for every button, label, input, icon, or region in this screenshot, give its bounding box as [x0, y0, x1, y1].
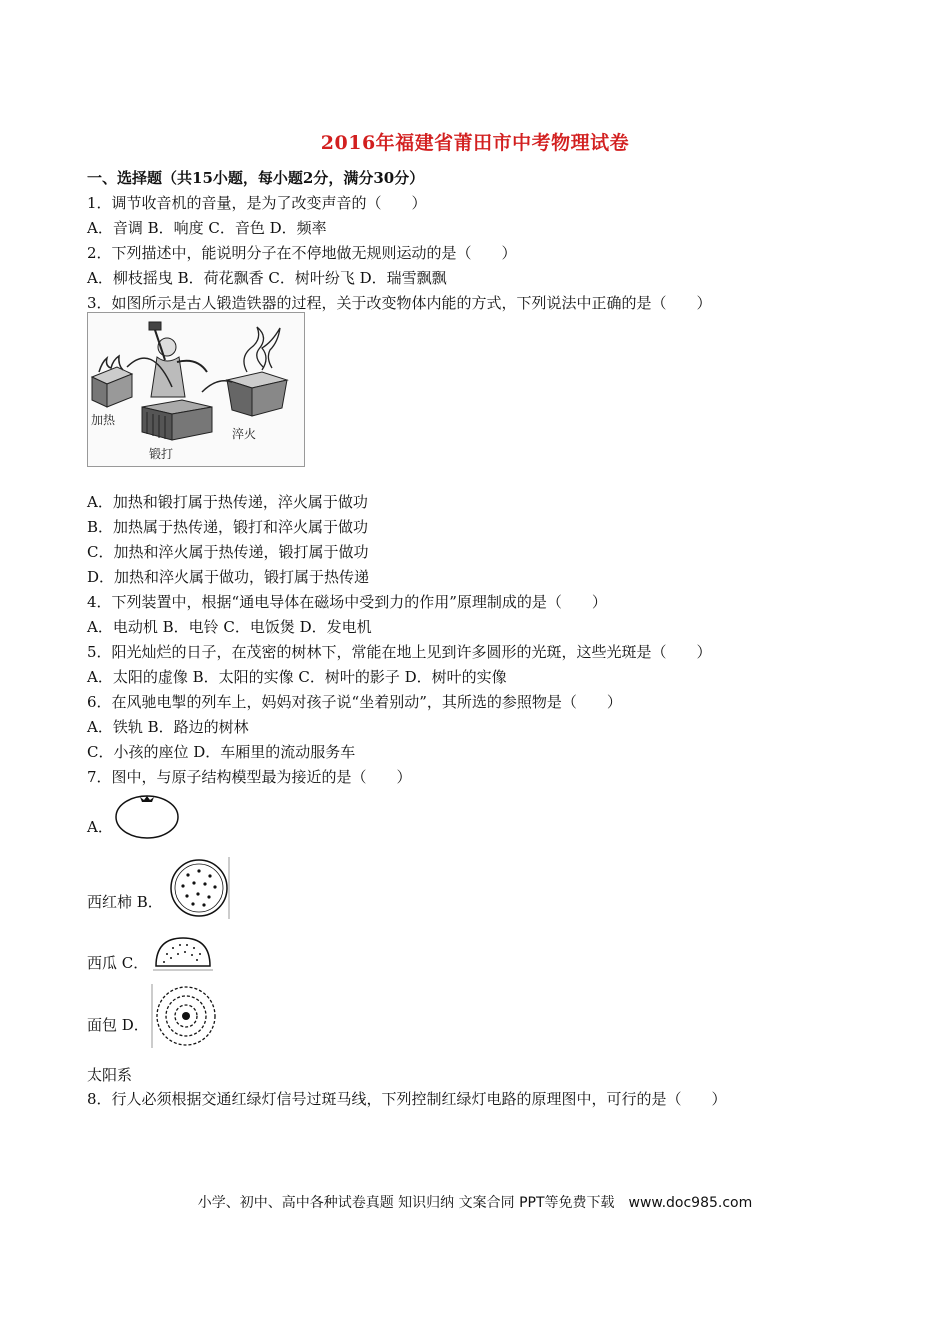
question-7-end-label: 太阳系: [87, 1066, 133, 1084]
question-2: 2．下列描述中，能说明分子在不停地做无规则运动的是（ ）: [87, 244, 517, 262]
question-6: 6．在风驰电掣的列车上，妈妈对孩子说“坐着别动”，其所选的参照物是（ ）: [87, 693, 622, 711]
question-7-option-b: 西红柿 B．: [87, 893, 163, 911]
question-7-option-d: 面包 D．: [87, 1016, 149, 1034]
question-6-options-2: C．小孩的座位 D．车厢里的流动服务车: [87, 743, 356, 761]
question-2-options: A．柳枝摇曳 B．荷花飘香 C．树叶纷飞 D．瑞雪飘飘: [87, 269, 447, 287]
question-3-option-a: A．加热和锻打属于热传递，淬火属于做功: [87, 493, 368, 511]
question-1: 1．调节收音机的音量，是为了改变声音的（ ）: [87, 194, 427, 212]
label-forge: 锻打: [149, 447, 174, 461]
question-7-option-a: A．: [87, 818, 113, 836]
bread-icon: [153, 932, 213, 972]
label-heat: 加热: [91, 413, 116, 427]
question-4-options: A．电动机 B．电铃 C．电饭煲 D．发电机: [87, 618, 372, 636]
anvil-icon: [142, 400, 212, 440]
question-7: 7．图中，与原子结构模型最为接近的是（ ）: [87, 768, 412, 786]
question-3-option-d: D．加热和淬火属于做功，锻打属于热传递: [87, 568, 370, 586]
watermelon-icon: [166, 857, 232, 919]
tomato-icon: [113, 788, 181, 840]
question-6-options-1: A．铁轨 B．路边的树林: [87, 718, 249, 736]
forging-illustration: [87, 312, 305, 467]
question-3-option-b: B．加热属于热传递，锻打和淬火属于做功: [87, 518, 369, 536]
question-4: 4．下列装置中，根据“通电导体在磁场中受到力的作用”原理制成的是（ ）: [87, 593, 607, 611]
question-1-options: A．音调 B．响度 C．音色 D．频率: [87, 219, 327, 237]
question-3: 3．如图所示是古人锻造铁器的过程，关于改变物体内能的方式，下列说法中正确的是（ ）: [87, 294, 712, 312]
page-footer: 小学、初中、高中各种试卷真题 知识归纳 文案合同 PPT等免费下载 www.doc985.com: [197, 1195, 753, 1211]
page-title: 2016年福建省莆田市中考物理试卷: [320, 132, 630, 154]
question-7-option-c: 西瓜 C．: [87, 954, 149, 972]
question-8: 8．行人必须根据交通红绿灯信号过斑马线，下列控制红绿灯电路的原理图中，可行的是（ ）: [87, 1090, 727, 1108]
question-5-options: A．太阳的虚像 B．太阳的实像 C．树叶的影子 D．树叶的实像: [87, 668, 507, 686]
label-quench: 淬火: [232, 427, 257, 441]
question-5: 5．阳光灿烂的日子，在茂密的树林下，常能在地上见到许多圆形的光斑，这些光斑是（ ）: [87, 643, 712, 661]
question-3-option-c: C．加热和淬火属于热传递，锻打属于做功: [87, 543, 369, 561]
solar-system-icon: [150, 984, 218, 1048]
section-heading: 一、选择题（共15小题，每小题2分，满分30分）: [87, 169, 425, 187]
